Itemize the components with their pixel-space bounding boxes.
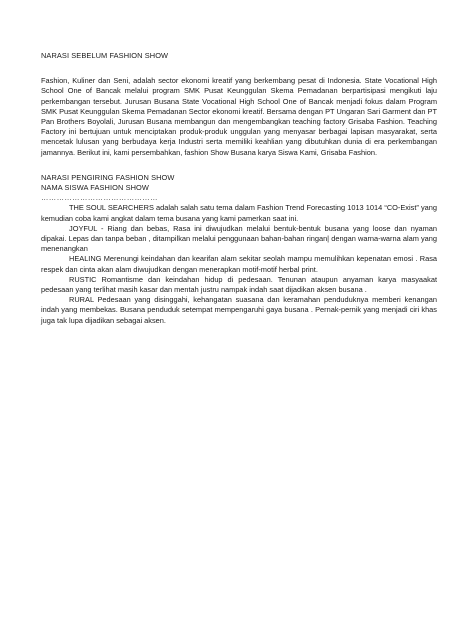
- paragraph-rustic: RUSTIC Romantisme dan keindahan hidup di pedesaan. Tenunan ataupun anyaman karya masyaakat pedesaan yang terlihat masih kasar dan mentah justru nampak indah saat dijadikan aksen busana .: [41, 274, 437, 295]
- paragraph-soul-searchers: THE SOUL SEARCHERS adalah salah satu tema dalam Fashion Trend Forecasting 1013 1014 “CO-Exist” yang kemudian coba kami angkat dalam tema busana yang kami pamerkan saat ini.: [41, 203, 437, 223]
- spacer: [41, 61, 437, 76]
- paragraph-rural: RURAL Pedesaan yang disinggahi, kehangatan suasana dan keramahan penduduknya memberi kenangan indah yang membekas. Busana penduduk setempat mempengaruhi gaya busana . Pernak-pernik yang menjadi ciri khas juga tak lupa dijadikan sebagai aksen.: [41, 295, 437, 325]
- section1-title: NARASI SEBELUM FASHION SHOW: [41, 51, 169, 60]
- section2-subtitle: NAMA SISWA FASHION SHOW: [41, 183, 149, 193]
- paragraph-healing: HEALING Merenungi keindahan dan kearifan alam sekitar seolah mampu memulihkan kepenatan emosi . Rasa respek dan cinta akan alam diwujudkan dengan menerapkan motif-motif herbal print.: [41, 254, 437, 274]
- paragraph-joyful: JOYFUL - Riang dan bebas, Rasa ini diwujudkan melalui bentuk-bentuk busana yang loose dan nyaman dipakai. Lepas dan tanpa beban , ditampilkan melalui penggunaan bahan-bahan ringan| dengan warna-warna alam yang menenangkan: [41, 223, 437, 254]
- section1-body: Fashion, Kuliner dan Seni, adalah sector ekonomi kreatif yang berkembang pesat di Indonesia. State Vocational High School One of Bancak melalui program SMK Pusat Keunggulan Skema Pemadanan berpartisipasi mengikuti laju perkembangan tersebut. Jurusan Busana State Vocational High School One of Bancak menjadi fokus dalam Program SMK Pusat Keunggulan Skema Pemadanan Sector ekonomi kreatif. Bersama dengan PT Ungaran Sari Garment dan PT Pan Brothers Boyolali, Jurusan Busana membangun dan mengembangkan teaching factory Grisaba Fashion. Teaching Factory ini bertujuan untuk menciptakan produk-produk unggulan yang menyasar berbagai lapisan masyarakat, serta mencetak lulusan yang berbudaya kerja Industri serta memiliki keahlian yang dibutuhkan dunia di era perkembangan jamannya. Berikut ini, kami persembahkan, fashion Show Busana karya Siswa Kami, Grisaba Fashion.: [41, 76, 437, 157]
- document-content: [41, 51, 437, 326]
- spacer: [41, 158, 437, 173]
- section2-title: NARASI PENGIRING FASHION SHOW: [41, 172, 175, 182]
- placeholder-dots: ………………………………………: [41, 193, 158, 203]
